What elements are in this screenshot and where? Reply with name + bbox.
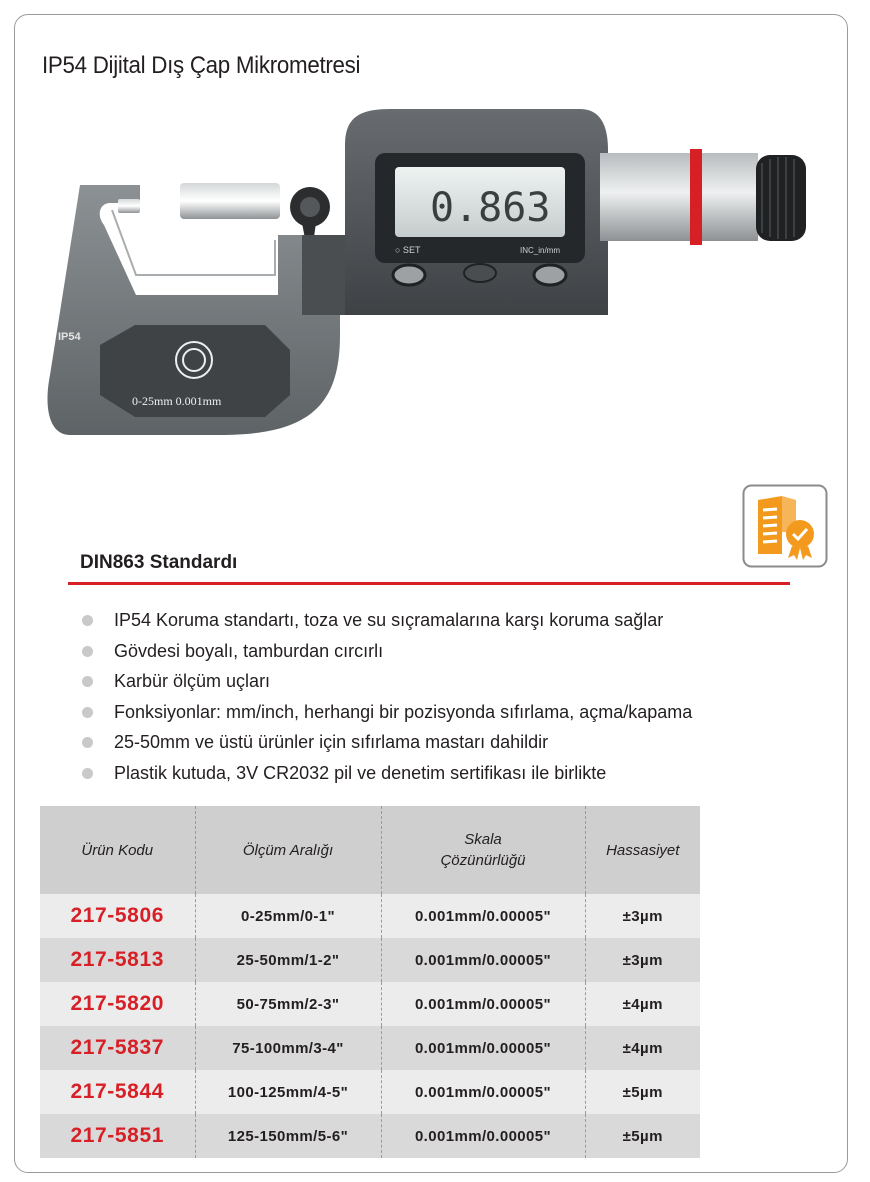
- product-code: 217-5844: [40, 1070, 195, 1114]
- product-code: 217-5837: [40, 1026, 195, 1070]
- section-divider: [68, 582, 790, 585]
- feature-text: 25-50mm ve üstü ürünler için sıfırlama mastarı dahildir: [114, 732, 549, 752]
- feature-text: Karbür ölçüm uçları: [114, 671, 271, 691]
- feature-list: [80, 606, 692, 789]
- table-row: [40, 982, 700, 1026]
- list-item: [80, 637, 692, 668]
- list-item: [80, 606, 692, 637]
- list-item: [80, 698, 692, 729]
- frame-ip54-label: IP54: [58, 331, 81, 343]
- product-code: 217-5806: [40, 894, 195, 938]
- bullet-icon: [82, 707, 93, 718]
- micrometer-image: [40, 105, 830, 445]
- feature-text: Plastik kutuda, 3V CR2032 pil ve denetim sertifikası ile birlikte: [114, 762, 607, 783]
- header-accuracy: Hassasiyet: [585, 806, 700, 894]
- scale-resolution: 0.001mm/0.00005": [381, 938, 585, 982]
- feature-text: IP54 Koruma standartı, toza ve su sıçramalarına karşı koruma sağlar: [114, 610, 664, 630]
- bullet-icon: [82, 768, 93, 779]
- bullet-icon: [82, 646, 93, 657]
- table-row: [40, 894, 700, 938]
- scale-resolution: 0.001mm/0.00005": [381, 1070, 585, 1114]
- accuracy: ±3µm: [585, 894, 700, 938]
- section-title: DIN863 Standardı: [80, 552, 238, 573]
- spec-table: [40, 806, 700, 1158]
- measure-range: 125-150mm/5-6": [195, 1114, 381, 1158]
- bullet-icon: [82, 615, 93, 626]
- page-title: IP54 Dijital Dış Çap Mikrometresi: [42, 52, 361, 80]
- product-code: 217-5851: [40, 1114, 195, 1158]
- header-resolution-line1: Skala: [464, 831, 502, 848]
- table-row: [40, 1026, 700, 1070]
- product-code: 217-5820: [40, 982, 195, 1026]
- bullet-icon: [82, 676, 93, 687]
- header-resolution-line2: Çözünürlüğü: [440, 852, 526, 869]
- list-item: [80, 667, 692, 698]
- measure-range: 25-50mm/1-2": [195, 938, 381, 982]
- accuracy: ±3µm: [585, 938, 700, 982]
- measure-range: 100-125mm/4-5": [195, 1070, 381, 1114]
- table-row: [40, 1114, 700, 1158]
- measure-range: 50-75mm/2-3": [195, 982, 381, 1026]
- header-range: Ölçüm Aralığı: [195, 806, 381, 894]
- accuracy: ±4µm: [585, 1026, 700, 1070]
- lcd-left-button-label: ○ SET: [395, 245, 421, 255]
- list-item: [80, 728, 692, 759]
- header-code: Ürün Kodu: [40, 806, 195, 894]
- list-item: [80, 759, 692, 790]
- bullet-icon: [82, 737, 93, 748]
- lcd-right-button-label: INC_in/mm: [520, 246, 561, 255]
- lcd-reading: 0.863: [430, 185, 551, 231]
- feature-text: Gövdesi boyalı, tamburdan cırcırlı: [114, 640, 384, 661]
- scale-resolution: 0.001mm/0.00005": [381, 982, 585, 1026]
- frame-range-label: 0-25mm 0.001mm: [132, 394, 222, 408]
- measure-range: 0-25mm/0-1": [195, 894, 381, 938]
- header-resolution: [381, 806, 585, 894]
- accuracy: ±5µm: [585, 1114, 700, 1158]
- scale-resolution: 0.001mm/0.00005": [381, 894, 585, 938]
- accuracy: ±5µm: [585, 1070, 700, 1114]
- certificate-icon: [742, 484, 828, 568]
- scale-resolution: 0.001mm/0.00005": [381, 1026, 585, 1070]
- product-code: 217-5813: [40, 938, 195, 982]
- table-row: [40, 1070, 700, 1114]
- scale-resolution: 0.001mm/0.00005": [381, 1114, 585, 1158]
- feature-text: Fonksiyonlar: mm/inch, herhangi bir pozisyonda sıfırlama, açma/kapama: [114, 701, 693, 722]
- measure-range: 75-100mm/3-4": [195, 1026, 381, 1070]
- table-header-row: [40, 806, 700, 894]
- table-row: [40, 938, 700, 982]
- accuracy: ±4µm: [585, 982, 700, 1026]
